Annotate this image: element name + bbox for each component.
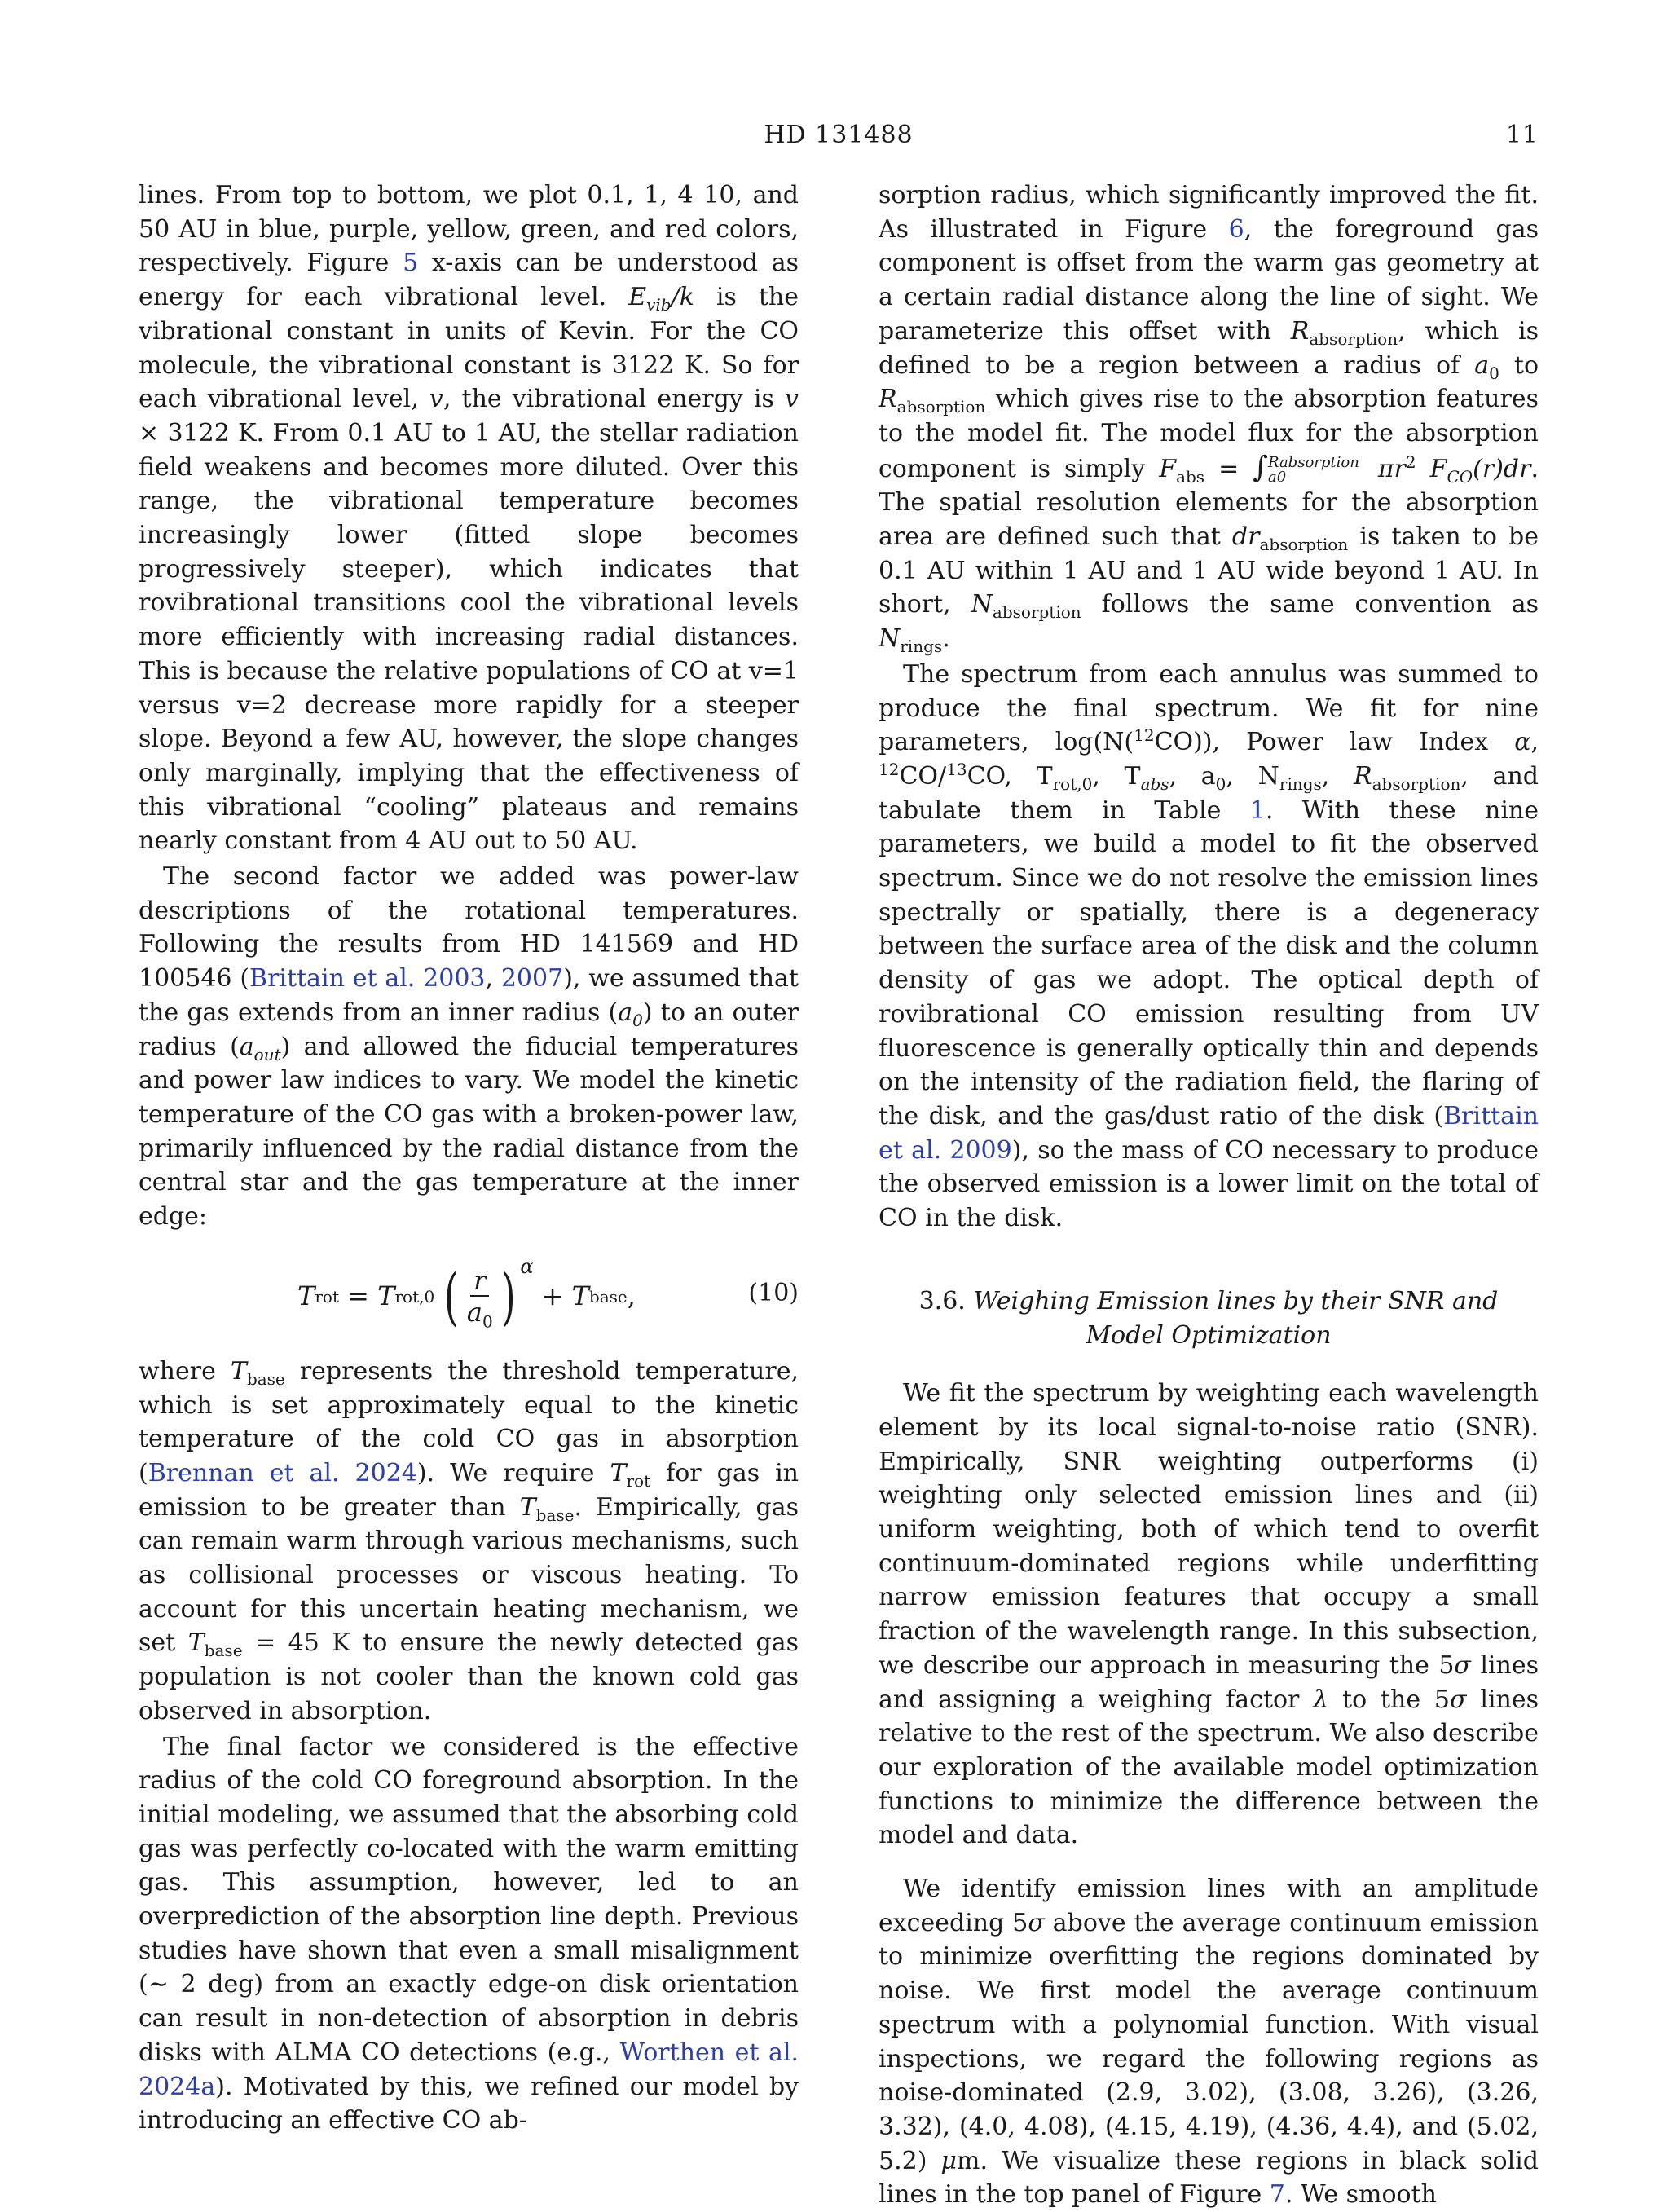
running-head bbox=[139, 121, 1539, 153]
figure-ref-6[interactable]: 6 bbox=[1228, 214, 1244, 244]
math-evib: $E_{vib}/k$ bbox=[628, 283, 694, 315]
equation-10 bbox=[139, 1252, 799, 1342]
citation-brennan-2024[interactable]: Brennan et al. 2024 bbox=[148, 1458, 417, 1487]
right-column bbox=[879, 178, 1539, 2212]
section-heading-3-6 bbox=[879, 1284, 1539, 1352]
integral-limits: Rabsorption a0 bbox=[1267, 453, 1359, 486]
paragraph-effective-radius: The final factor we considered is the effective radius of the cold CO foreground absorption. In the initial modeling, we assumed that the absorbing cold gas was perfectly co-located with the warm emitting gas. This assumption, however, led to an overprediction of the absorption line depth. Previous studies have shown that even a small misalignment (∼ 2 deg) from an exactly edge-on disk orientation can result in non-detection of absorption in debris disks with ALMA CO detections (e.g., Worthen et al. 2024a). Motivated by this, we refined our model by introducing an effective CO ab- bbox=[139, 1732, 799, 2135]
citation-worthen-2024a[interactable]: Worthen et al. 2024a bbox=[139, 2038, 799, 2101]
section-title: Weighing Emission lines by their SNR and Model Optimization bbox=[973, 1286, 1499, 1350]
equation-body: T rot = T rot,0 ( $\frac{r}{a_0}$ ) α + T base , bbox=[297, 1254, 636, 1333]
equation-fraction: $\frac{r}{a_0}$ bbox=[466, 1264, 493, 1332]
integral-sign: ∫ bbox=[1253, 450, 1268, 484]
running-head-title: HD 131488 bbox=[764, 121, 914, 149]
citation-brittain-2007[interactable]: 2007 bbox=[500, 964, 564, 994]
citation-brittain-2009[interactable]: Brittain et al. 2009 bbox=[879, 1101, 1539, 1165]
paragraph-nine-parameters: The spectrum from each annulus was summed to produce the final spectrum. We fit for nine parameters, log(N($^{12}$CO)), Power law Index α, $^{12}$CO/$^{13}$CO, $T_{rot,0}$, $T_{abs}$, $a_0$, $N_{rings}$, $R_{absorption}$, and tabulate them in Table 1. With these nine parameters, we build a model to fit the observed spectrum. Since we do not resolve the emission lines spectrally or spatially, there is a degeneracy between the surface area of the disk and the column density of gas we adopt. The optical depth of rovibrational CO emission resulting from UV fluorescence is generally optically thin and depends on the intensity of the radiation field, the flaring of the disk, and the gas/dust ratio of the disk (Brittain et al. 2009), so the mass of CO necessary to produce the observed emission is a lower limit on the total of CO in the disk. bbox=[879, 659, 1539, 1233]
paragraph-absorption-radius: sorption radius, which significantly improved the fit. As illustrated in Figure 6, the foreground gas component is offset from the warm gas geometry at a certain radial distance along the line of sight. We parameterize this offset with $R_{absorption}$, which is defined to be a region between a radius of $a_0$ to $R_{absorption}$ which gives rise to the absorption features to the model fit. The model flux for the absorption component is simply $F_{abs}$ = ∫ Rabsorption a0 $\pi r^2$ $F_{CO}(r)dr$. The spatial resolution elements for the absorption area are defined such that $dr_{absorption}$ is taken to be 0.1 AU within 1 AU and 1 AU wide beyond 1 AU. In short, $N_{absorption}$ follows the same convention as $N_{rings}$. bbox=[879, 181, 1539, 657]
paragraph-vibrational-levels: lines. From top to bottom, we plot 0.1, 1, 4 10, and 50 AU in blue, purple, yellow, green, and red colors, respectively. Figure 5 x-axis can be understood as energy for each vibrational level. $E_{vib}/k$ is the vibrational constant in units of Kevin. For the CO molecule, the vibrational constant is 3122 K. So for each vibrational level, v, the vibrational energy is v × 3122 K. From 0.1 AU to 1 AU, the stellar radiation field weakens and becomes more diluted. Over this range, the vibrational temperature becomes increasingly lower (fitted slope becomes progressively steeper), which indicates that rovibrational transitions cool the vibrational levels more efficiently with increasing radial distances. This is because the relative populations of CO at v=1 versus v=2 decrease more rapidly for a steeper slope. Beyond a few AU, however, the slope changes only marginally, implying that the effectiveness of this vibrational “cooling” plateaus and remains nearly constant from 4 AU out to 50 AU. bbox=[139, 181, 799, 856]
figure-ref-5[interactable]: 5 bbox=[403, 249, 419, 278]
page-number: 11 bbox=[1505, 121, 1539, 149]
paragraph-threshold-temperature: where $T_{base}$ represents the threshold temperature, which is set approximately equal to the kinetic temperature of the cold CO gas in absorption (Brennan et al. 2024). We require $T_{rot}$ for gas in emission to be greater than $T_{base}$. Empirically, gas can remain warm through various mechanisms, such as collisional processes or viscous heating. To account for this uncertain heating mechanism, we set $T_{base} = 45$ K to ensure the newly detected gas population is not cooler than the known cold gas observed in absorption. bbox=[139, 1356, 799, 1725]
table-ref-1[interactable]: 1 bbox=[1249, 795, 1266, 825]
equation-number: (10) bbox=[748, 1278, 799, 1307]
paragraph-emission-lines: We identify emission lines with an amplitude exceeding 5σ above the average continuum emission to minimize overfitting the regions dominated by noise. We first model the average continuum spectrum with a polynomial function. With visual inspections, we regard the following regions as noise-dominated (2.9, 3.02), (3.08, 3.26), (3.26, 3.32), (4.0, 4.08), (4.15, 4.19), (4.36, 4.4), and (5.02, 5.2) μm. We visualize these regions in black solid lines in the top panel of Figure 7. We smooth bbox=[879, 1875, 1539, 2210]
figure-ref-7[interactable]: 7 bbox=[1269, 2180, 1285, 2210]
paragraph-power-law: The second factor we added was power-law descriptions of the rotational temperatures. Following the results from HD 141569 and HD 100546 (Brittain et al. 2003, 2007), we assumed that the gas extends from an inner radius $(a_0)$ to an outer radius $(a_{out})$ and allowed the fiducial temperatures and power law indices to vary. We model the kinetic temperature of the CO gas with a broken-power law, primarily influenced by the radial distance from the central star and the gas temperature at the inner edge: bbox=[139, 862, 799, 1232]
section-number: 3.6. bbox=[918, 1286, 966, 1315]
left-column bbox=[139, 178, 799, 2138]
paragraph-snr-weighting: We fit the spectrum by weighting each wavelength element by its local signal-to-noise ratio (SNR). Empirically, SNR weighting outperforms (i) weighting only selected emission lines and (ii) uniform weighting, both of which tend to overfit continuum-dominated regions while underfitting narrow emission features that occupy a small fraction of the wavelength range. In this subsection, we describe our approach in measuring the 5σ lines and assigning a weighing factor λ to the 5σ lines relative to the rest of the spectrum. We also describe our exploration of the available model optimization functions to minimize the difference between the model and data. bbox=[879, 1379, 1539, 1850]
citation-brittain-2003[interactable]: Brittain et al. 2003 bbox=[249, 964, 486, 994]
